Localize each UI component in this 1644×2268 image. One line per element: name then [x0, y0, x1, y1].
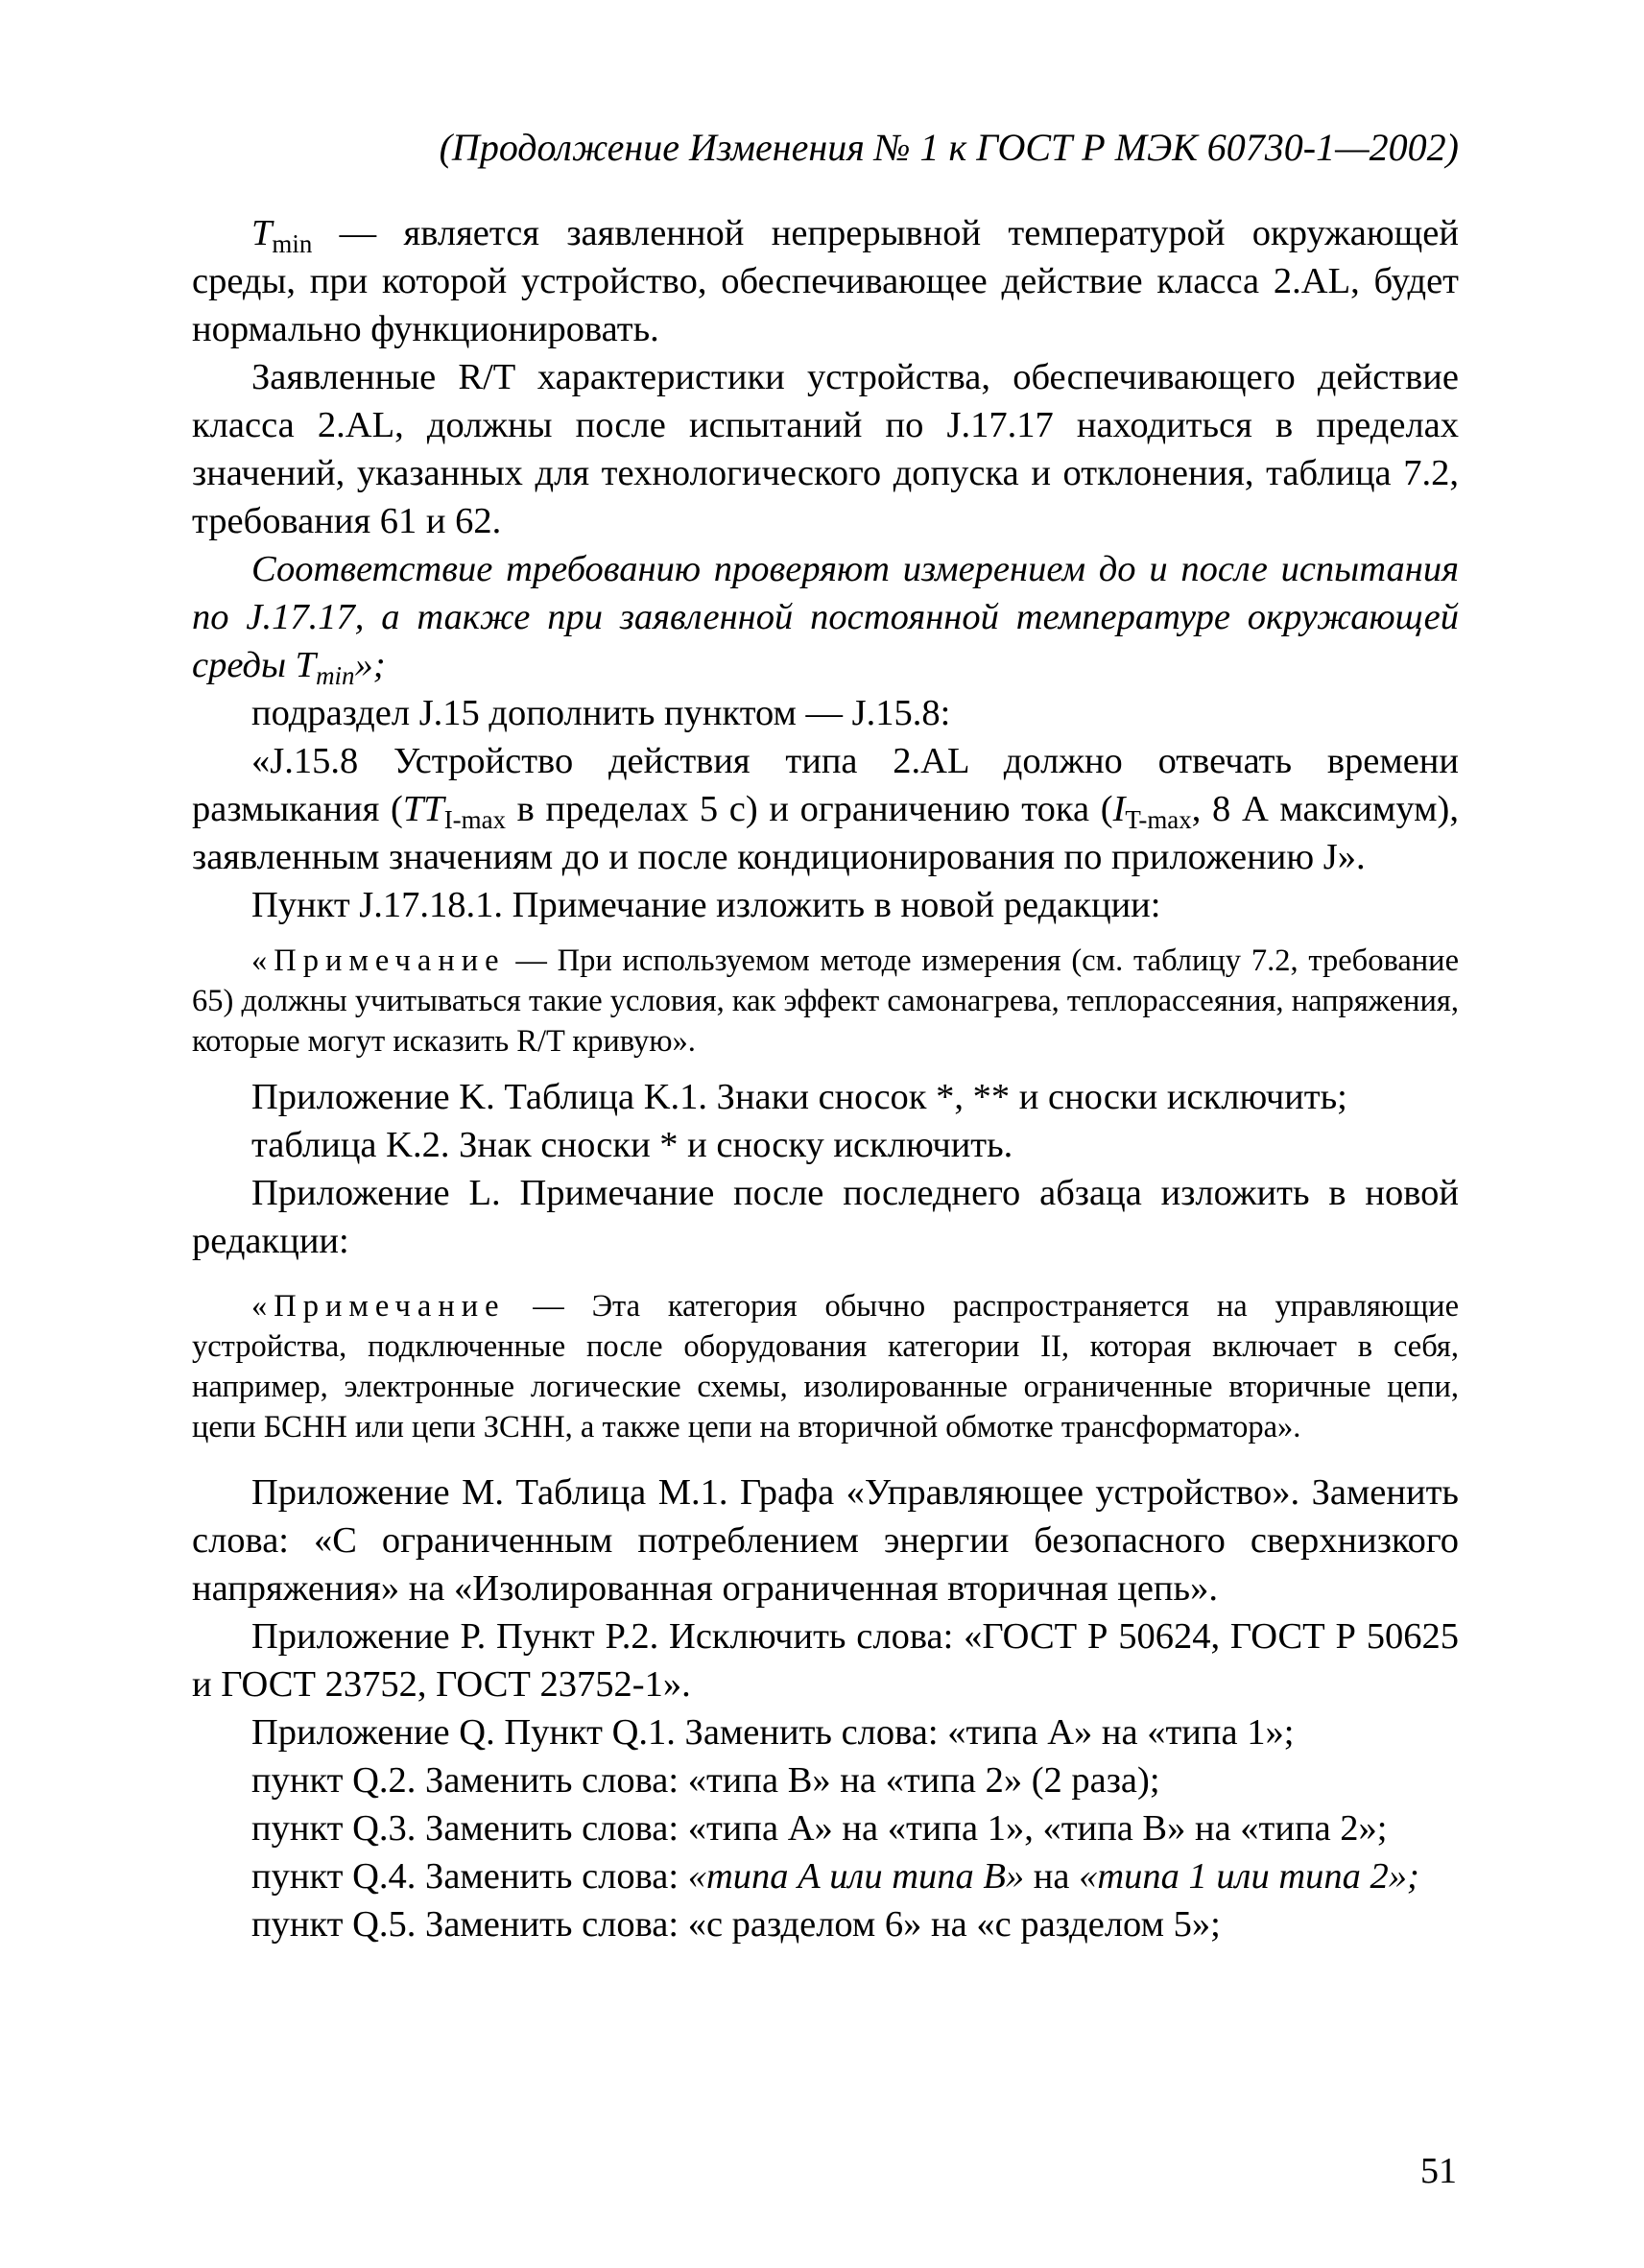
note-label: «Примечание	[251, 1289, 506, 1324]
symbol-i: I	[1112, 789, 1126, 829]
subscript-i-max: I-max	[443, 805, 507, 835]
italic-quote: «типа 1 или типа 2»;	[1079, 1856, 1419, 1897]
paragraph-text: , 8 А максимум), заявленным значениям до и после кондиционирования по приложению J».	[192, 789, 1459, 877]
paragraph-rt-characteristics: Заявленные R/T характеристики устройства, обеспечивающего действие класса 2.AL, должны после испытаний по J.17.17 находиться в пределах значений, указанных для технологического допуска и отклонения, таблица 7.2, требования 61 и 62.	[192, 357, 1459, 541]
paragraph-text: Соответствие требованию проверяют измерением до и после испытания по J.17.17, а также при заявленной постоянной температуре окружающей среды	[192, 549, 1459, 685]
document-page	[192, 125, 1459, 1948]
subscript-t-max: T-max	[1125, 805, 1192, 835]
symbol-t: T	[251, 213, 273, 253]
subscript-min: min	[316, 661, 355, 691]
paragraph-text: в пределах 5 с) и ограничению тока (	[506, 789, 1113, 829]
paragraph-j171818: Пункт J.17.18.1. Примечание изложить в новой редакции:	[251, 885, 1161, 925]
paragraph-text: «J.15.8 Устройство действия типа 2.AL должно отвечать времени размыкания (	[192, 741, 1459, 829]
paragraph-annex-l: Приложение L. Примечание после последнего абзаца изложить в новой редакции:	[192, 1173, 1459, 1261]
symbol-tt: TT	[402, 789, 444, 829]
page-number: 51	[1420, 2151, 1457, 2191]
paragraph-table-k2: таблица K.2. Знак сноски * и сноску исключить.	[251, 1125, 1013, 1165]
paragraph-q4	[192, 1852, 1459, 1900]
paragraph-j158	[192, 737, 1459, 881]
paragraph-annex-q1: Приложение Q. Пункт Q.1. Заменить слова: «типа А» на «типа 1»;	[251, 1712, 1295, 1753]
paragraph-text: на	[1024, 1856, 1080, 1897]
paragraph-compliance-check	[192, 545, 1459, 689]
paragraph-tmin-definition	[192, 209, 1459, 353]
document-header: (Продолжение Изменения № 1 к ГОСТ Р МЭК 60730-1—2002)	[439, 126, 1459, 169]
paragraph-annex-k: Приложение K. Таблица K.1. Знаки сносок *, ** и сноски исключить;	[251, 1077, 1347, 1117]
paragraph-q2: пункт Q.2. Заменить слова: «типа В» на «типа 2» (2 раза);	[251, 1760, 1160, 1801]
subscript-min: min	[272, 229, 313, 259]
note-text: — При используемом методе измерения (см. таблицу 7.2, требование 65) должны учитываться такие условия, как эффект самонагрева, теплорассеяния, напряжения, которые могут исказить R/T кривую».	[192, 943, 1459, 1059]
note-text: — Эта категория обычно распространяется на управляющие устройства, подключенные после оборудования категории II, которая включает в себя, например, электронные логические схемы, изолированные ограниченные вторичные цепи, цепи БСНН или цепи ЗСНН, а также цепи на вторичной обмотке трансформатора».	[192, 1289, 1459, 1444]
note-category	[192, 1286, 1459, 1447]
italic-quote: «типа А или типа В»	[687, 1856, 1025, 1897]
paragraph-subsection-j15: подраздел J.15 дополнить пунктом — J.15.8:	[251, 693, 951, 733]
paragraph-annex-m: Приложение M. Таблица M.1. Графа «Управляющее устройство». Заменить слова: «С ограниченным потреблением энергии безопасного сверхнизкого напряжения» на «Изолированная ограниченная вторичная цепь».	[192, 1472, 1459, 1609]
paragraph-annex-p: Приложение P. Пункт P.2. Исключить слова: «ГОСТ Р 50624, ГОСТ Р 50625 и ГОСТ 23752, ГОСТ 23752-1».	[192, 1616, 1459, 1705]
paragraph-text: — является заявленной непрерывной температурой окружающей среды, при которой устройство, обеспечивающее действие класса 2.AL, будет нормально функционировать.	[192, 213, 1459, 349]
paragraph-q3: пункт Q.3. Заменить слова: «типа А» на «типа 1», «типа В» на «типа 2»;	[251, 1808, 1388, 1849]
paragraph-text: пункт Q.4. Заменить слова:	[251, 1856, 688, 1897]
note-label: «Примечание	[251, 943, 506, 978]
paragraph-end: »;	[354, 645, 386, 685]
note-measurement	[192, 941, 1459, 1062]
symbol-t: T	[295, 645, 317, 685]
paragraph-q5: пункт Q.5. Заменить слова: «с разделом 6» на «с разделом 5»;	[251, 1904, 1221, 1945]
